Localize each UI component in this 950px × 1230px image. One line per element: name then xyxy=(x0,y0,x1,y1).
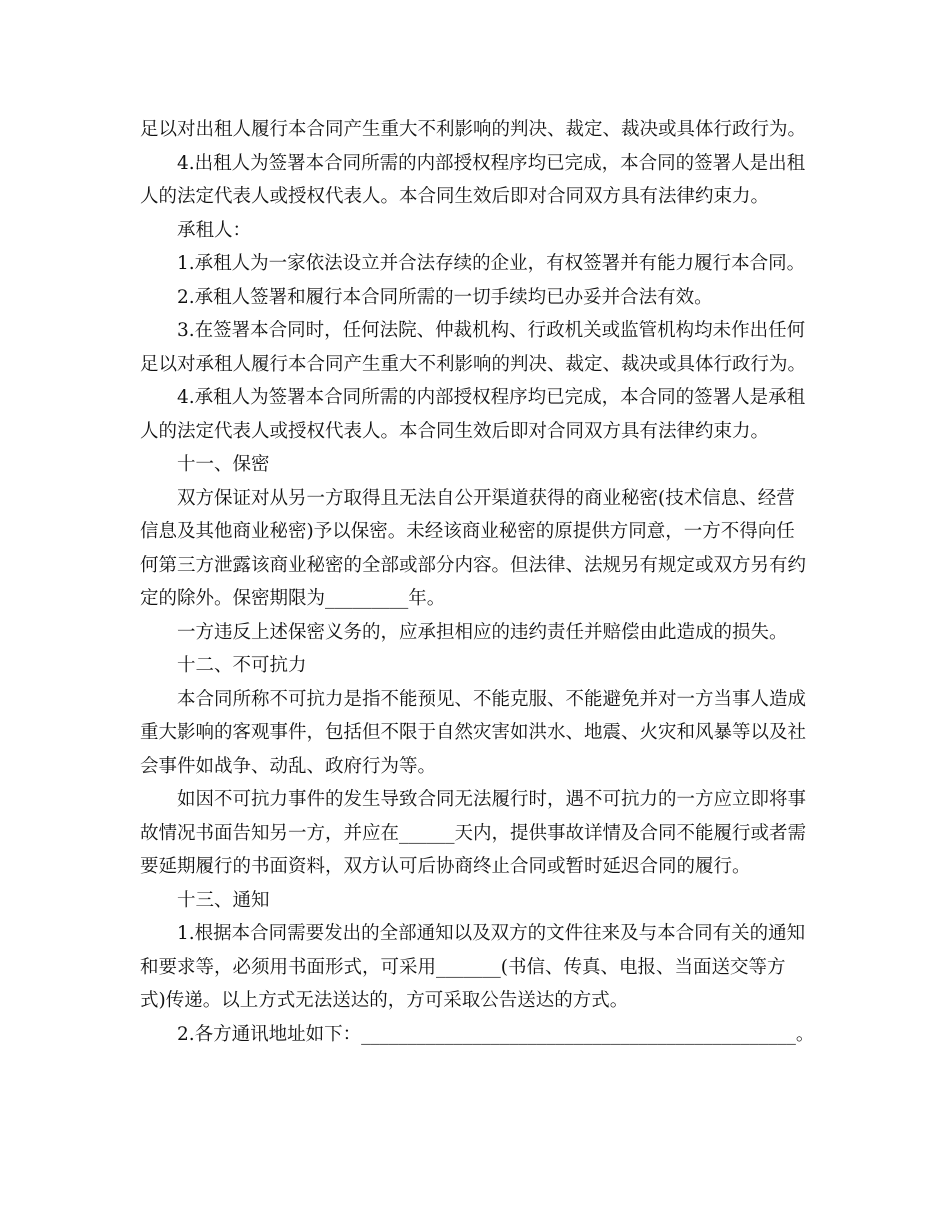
text-line: 3.在签署本合同时，任何法院、仲裁机构、行政机关或监管机构均未作出任何 xyxy=(177,320,806,341)
text-line: 重大影响的客观事件，包括但不限于自然灾害如洪水、地震、火灾和风暴等以及社 xyxy=(140,722,807,743)
text-line: 如因不可抗力事件的发生导致合同无法履行时，遇不可抗力的一方应立即将事 xyxy=(177,789,807,810)
document-body xyxy=(140,113,820,1051)
text-line: 本合同所称不可抗力是指不能预见、不能克服、不能避免并对一方当事人造成 xyxy=(177,688,807,710)
text-line: 一方违反上述保密义务的，应承担相应的违约责任并赔偿由此造成的损失。 xyxy=(177,621,788,643)
text-line: 人的法定代表人或授权代表人。本合同生效后即对合同双方具有法律约束力。 xyxy=(140,420,770,442)
text-line: 和要求等，必须用书面形式，可采用_______(书信、传真、电报、当面送交等方 xyxy=(140,956,786,978)
text-line: 式)传递。以上方式无法送达的，方可采取公告送达的方式。 xyxy=(140,990,629,1011)
text-line: 人的法定代表人或授权代表人。本合同生效后即对合同双方具有法律约束力。 xyxy=(140,186,770,207)
text-line: 要延期履行的书面资料，双方认可后协商终止合同或暂时延迟合同的履行。 xyxy=(140,856,751,877)
text-line: 双方保证对从另一方取得且无法自公开渠道获得的商业秘密(技术信息、经营 xyxy=(177,487,795,509)
text-line: 信息及其他商业秘密)予以保密。未经该商业秘密的原提供方同意，一方不得向任 xyxy=(140,521,795,542)
text-line: 2.各方通讯地址如下：_______________________________________________。 xyxy=(177,1023,815,1045)
text-line: 故情况书面告知另一方，并应在______天内，提供事故详情及合同不能履行或者需 xyxy=(140,822,807,844)
text-line: 4.出租人为签署本合同所需的内部授权程序均已完成，本合同的签署人是出租 xyxy=(177,152,806,174)
section-heading: 十三、通知 xyxy=(177,889,270,911)
text-line: 何第三方泄露该商业秘密的全部或部分内容。但法律、法规另有规定或双方另有约 xyxy=(140,554,807,576)
text-line: 4.承租人为签署本合同所需的内部授权程序均已完成，本合同的签署人是承租 xyxy=(177,387,806,408)
section-heading: 十二、不可抗力 xyxy=(177,655,307,676)
text-line: 足以对出租人履行本合同产生重大不利影响的判决、裁定、裁决或具体行政行为。 xyxy=(140,119,807,140)
text-line: 1.承租人为一家依法设立并合法存续的企业，有权签署并有能力履行本合同。 xyxy=(177,253,806,274)
text-line: 足以对承租人履行本合同产生重大不利影响的判决、裁定、裁决或具体行政行为。 xyxy=(140,353,807,375)
text-line: 1.根据本合同需要发出的全部通知以及双方的文件往来及与本合同有关的通知 xyxy=(177,923,806,944)
text-line: 会事件如战争、动乱、政府行为等。 xyxy=(140,755,437,777)
text-line: 2.承租人签署和履行本合同所需的一切手续均已办妥并合法有效。 xyxy=(177,286,713,308)
section-heading: 承租人： xyxy=(177,219,252,241)
section-heading: 十一、保密 xyxy=(177,454,270,475)
text-line: 定的除外。保密期限为_________年。 xyxy=(140,588,446,609)
